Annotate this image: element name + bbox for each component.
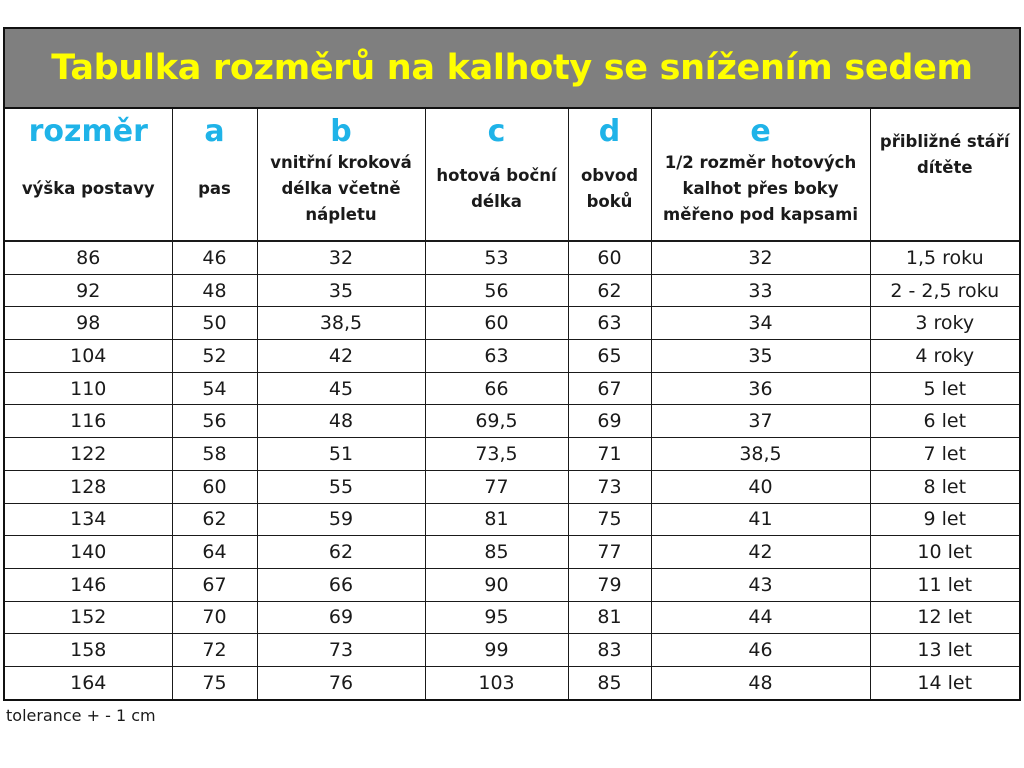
tolerance-note: tolerance + - 1 cm xyxy=(6,706,156,725)
table-cell: 63 xyxy=(568,307,651,340)
table-cell: 6 let xyxy=(870,405,1019,438)
table-cell: 76 xyxy=(257,666,425,698)
table-row xyxy=(5,536,1019,569)
table-cell: 69 xyxy=(257,601,425,634)
column-description: přibližné stáří dítěte xyxy=(879,132,1010,177)
column-letter: rozměr xyxy=(28,114,148,149)
table-cell: 60 xyxy=(425,307,568,340)
table-cell: 32 xyxy=(651,241,870,274)
table-cell: 7 let xyxy=(870,438,1019,471)
table-cell: 41 xyxy=(651,503,870,536)
column-letter: c xyxy=(487,114,506,149)
table-cell: 32 xyxy=(257,241,425,274)
table-cell: 53 xyxy=(425,241,568,274)
table-cell: 35 xyxy=(257,274,425,307)
column-description: 1/2 rozměr hotových kalhot přes boky měřeno pod kapsami xyxy=(663,153,858,224)
table-cell: 11 let xyxy=(870,568,1019,601)
table-cell: 33 xyxy=(651,274,870,307)
table-cell: 66 xyxy=(257,568,425,601)
table-cell: 95 xyxy=(425,601,568,634)
table-cell: 46 xyxy=(651,634,870,667)
table-cell: 69 xyxy=(568,405,651,438)
table-cell: 48 xyxy=(651,666,870,698)
table-cell: 134 xyxy=(5,503,172,536)
table-cell: 140 xyxy=(5,536,172,569)
table-cell: 48 xyxy=(257,405,425,438)
table-cell: 1,5 roku xyxy=(870,241,1019,274)
table-cell: 70 xyxy=(172,601,257,634)
table-cell: 62 xyxy=(257,536,425,569)
table-cell: 35 xyxy=(651,340,870,373)
table-body xyxy=(5,241,1019,699)
table-cell: 38,5 xyxy=(651,438,870,471)
table-cell: 104 xyxy=(5,340,172,373)
table-cell: 85 xyxy=(425,536,568,569)
table-cell: 81 xyxy=(425,503,568,536)
table-cell: 66 xyxy=(425,372,568,405)
column-description: výška postavy xyxy=(21,179,155,198)
table-cell: 81 xyxy=(568,601,651,634)
table-cell: 3 roky xyxy=(870,307,1019,340)
column-description: hotová boční délka xyxy=(436,166,557,211)
table-row xyxy=(5,274,1019,307)
table-cell: 63 xyxy=(425,340,568,373)
table-cell: 90 xyxy=(425,568,568,601)
table-cell: 77 xyxy=(425,470,568,503)
table-row xyxy=(5,503,1019,536)
table-cell: 103 xyxy=(425,666,568,698)
table-cell: 65 xyxy=(568,340,651,373)
column-description: vnitřní kroková délka včetně nápletu xyxy=(270,153,412,224)
table-cell: 83 xyxy=(568,634,651,667)
table-cell: 8 let xyxy=(870,470,1019,503)
table-cell: 36 xyxy=(651,372,870,405)
table-cell: 37 xyxy=(651,405,870,438)
table-cell: 52 xyxy=(172,340,257,373)
table-cell: 40 xyxy=(651,470,870,503)
table-cell: 9 let xyxy=(870,503,1019,536)
table-cell: 73 xyxy=(568,470,651,503)
table-cell: 110 xyxy=(5,372,172,405)
table-cell: 12 let xyxy=(870,601,1019,634)
table-cell: 4 roky xyxy=(870,340,1019,373)
column-letter: b xyxy=(330,114,352,149)
table-cell: 42 xyxy=(651,536,870,569)
table-cell: 2 - 2,5 roku xyxy=(870,274,1019,307)
table-cell: 45 xyxy=(257,372,425,405)
table-cell: 99 xyxy=(425,634,568,667)
header-row xyxy=(5,109,1019,241)
table-cell: 67 xyxy=(172,568,257,601)
table-cell: 158 xyxy=(5,634,172,667)
table-row xyxy=(5,666,1019,698)
column-header xyxy=(568,109,651,241)
column-letter: a xyxy=(204,114,225,149)
table-row xyxy=(5,307,1019,340)
table-cell: 164 xyxy=(5,666,172,698)
table-cell: 56 xyxy=(425,274,568,307)
table-cell: 67 xyxy=(568,372,651,405)
table-cell: 122 xyxy=(5,438,172,471)
table-cell: 86 xyxy=(5,241,172,274)
table-cell: 58 xyxy=(172,438,257,471)
table-cell: 62 xyxy=(172,503,257,536)
column-description: pas xyxy=(198,179,231,198)
table-cell: 43 xyxy=(651,568,870,601)
column-header xyxy=(425,109,568,241)
column-header xyxy=(257,109,425,241)
table-cell: 85 xyxy=(568,666,651,698)
table-cell: 55 xyxy=(257,470,425,503)
table-cell: 13 let xyxy=(870,634,1019,667)
table-cell: 56 xyxy=(172,405,257,438)
table-cell: 44 xyxy=(651,601,870,634)
table-row xyxy=(5,568,1019,601)
table-cell: 146 xyxy=(5,568,172,601)
table-cell: 34 xyxy=(651,307,870,340)
table-cell: 72 xyxy=(172,634,257,667)
table-cell: 51 xyxy=(257,438,425,471)
table-row xyxy=(5,340,1019,373)
table-cell: 69,5 xyxy=(425,405,568,438)
table-cell: 60 xyxy=(568,241,651,274)
table-cell: 42 xyxy=(257,340,425,373)
table-cell: 54 xyxy=(172,372,257,405)
table-cell: 10 let xyxy=(870,536,1019,569)
table-row xyxy=(5,470,1019,503)
column-letter: e xyxy=(750,114,771,149)
table-cell: 98 xyxy=(5,307,172,340)
table-row xyxy=(5,372,1019,405)
table-row xyxy=(5,438,1019,471)
title-bar xyxy=(5,29,1019,109)
table-cell: 73,5 xyxy=(425,438,568,471)
table-cell: 73 xyxy=(257,634,425,667)
size-table xyxy=(5,109,1019,699)
column-header xyxy=(5,109,172,241)
table-cell: 152 xyxy=(5,601,172,634)
table-cell: 77 xyxy=(568,536,651,569)
table-cell: 71 xyxy=(568,438,651,471)
table-cell: 75 xyxy=(172,666,257,698)
table-cell: 46 xyxy=(172,241,257,274)
table-cell: 48 xyxy=(172,274,257,307)
table-cell: 92 xyxy=(5,274,172,307)
table-cell: 75 xyxy=(568,503,651,536)
table-cell: 14 let xyxy=(870,666,1019,698)
column-header xyxy=(870,109,1019,241)
column-header xyxy=(172,109,257,241)
table-row xyxy=(5,405,1019,438)
table-row xyxy=(5,241,1019,274)
table-cell: 79 xyxy=(568,568,651,601)
size-chart xyxy=(3,27,1021,701)
table-cell: 38,5 xyxy=(257,307,425,340)
table-cell: 116 xyxy=(5,405,172,438)
table-cell: 60 xyxy=(172,470,257,503)
table-row xyxy=(5,601,1019,634)
column-letter: d xyxy=(598,114,621,149)
table-cell: 64 xyxy=(172,536,257,569)
table-cell: 50 xyxy=(172,307,257,340)
table-row xyxy=(5,634,1019,667)
column-description: obvod boků xyxy=(580,166,639,211)
table-cell: 5 let xyxy=(870,372,1019,405)
page-title: Tabulka rozměrů na kalhoty se snížením sedem xyxy=(51,48,973,88)
table-cell: 128 xyxy=(5,470,172,503)
table-cell: 62 xyxy=(568,274,651,307)
column-header xyxy=(651,109,870,241)
table-cell: 59 xyxy=(257,503,425,536)
